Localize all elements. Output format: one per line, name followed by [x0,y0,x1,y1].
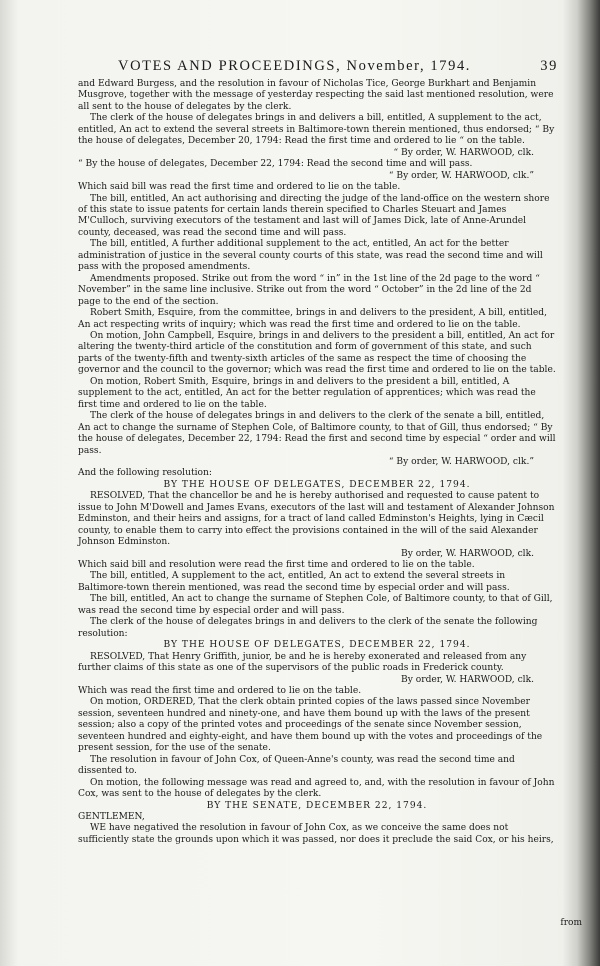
paragraph: “ By the house of delegates, December 22, 1794: Read the second time and will pass. [78,159,473,170]
paragraph: And the following resolution: [78,468,212,479]
page-number: 39 [540,58,558,74]
section-heading: BY THE SENATE, DECEMBER 22, 1794. [206,800,428,811]
paragraph: The bill, entitled, A further additional supplement to the act, entitled, An act for the better administration of justice in the several county courts of this state, was read the second time and will pass with the proposed amendments. [78,239,543,273]
paragraph: and Edward Burgess, and the resolution in favour of Nicholas Tice, George Burkhart and Benjamin Musgrove, together with the message of yesterday respecting the said last mentioned resolution, were all sent to the house of delegates by the clerk. [78,79,554,112]
section-heading: BY THE HOUSE OF DELEGATES, DECEMBER 22, 1794. [163,479,471,490]
signature-line: “ By order, W. HARWOOD, clk.” [388,456,534,467]
paragraph: RESOLVED, That the chancellor be and he is hereby authorised and requested to cause patent to issue to John M'Dowell and James Evans, executors of the last will and testament of Alexander Johnson Edminston, and their heirs and assigns, for a tract of land called Edminston's Heights, lying in Cæcil county, to enable them to carry into effect the provisions contained in the will of the said Alexander Johnson Edminston. [78,491,555,548]
paragraph: On motion, Robert Smith, Esquire, brings in and delivers to the president a bill, entitled, A supplement to the act, entitled, An act for the better regulation of apprentices; which was read the first time and ordered to lie on the table. [78,376,536,410]
paragraph: The clerk of the house of delegates brings in and delivers a bill, entitled, A supplement to the act, entitled, An act to extend the several streets in Baltimore-town therein mentioned, thus endorsed; “ By the house of delegates, December 20, 1794: Read the first time and ordered to lie “ on the table. [78,113,555,147]
paragraph: GENTLEMEN, [78,812,145,822]
paragraph: WE have negatived the resolution in favour of John Cox, as we conceive the same does not sufficiently state the grounds upon which it was passed, nor does it preclude the said Cox, or his heirs, [78,823,554,845]
paragraph: The bill, entitled, An act to change the surname of Stephen Cole, of Baltimore county, to that of Gill, was read the second time by especial order and will pass. [78,594,553,616]
paragraph: Which said bill and resolution were read the first time and ordered to lie on the table. [78,560,475,571]
paragraph: The clerk of the house of delegates brings in and delivers to the clerk of the senate the following resolution: [78,617,538,639]
paragraph: The bill, entitled, An act authorising and directing the judge of the land-office on the western shore of this state to issue patents for certain lands therein specified to Charles Steuart and James M'Culloch, surviving executors of the testament and last will of James Dick, late of Anne-Arundel county, deceased, was read the second time and will pass. [78,193,550,238]
signature-line: “ By order, W. HARWOOD, clk.” [388,170,534,181]
signature-line: “ By order, W. HARWOOD, clk. [393,147,534,158]
signature-line: By order, W. HARWOOD, clk. [401,674,534,685]
paragraph: RESOLVED, That Henry Griffith, junior, be and he is hereby exonerated and released from any further claims of this state as one of the supervisors of the public roads in Frederick county. [78,651,527,674]
section-heading: BY THE HOUSE OF DELEGATES, DECEMBER 22, 1794. [163,640,471,651]
paragraph: Which was read the first time and ordered to lie on the table. [78,686,362,697]
paragraph: Amendments proposed. Strike out from the word “ in” in the 1st line of the 2d page to the word “ November” in the same line inclusive. Strike out from the word “ October” in the 2d line of the 2d page to the end of the section. [78,273,540,307]
catchword: from [560,918,582,928]
book-spine-shadow [562,0,600,966]
paragraph: The clerk of the house of delegates brings in and delivers to the clerk of the senate a bill, entitled, An act to change the surname of Stephen Cole, of Baltimore county, to that of Gill, thus endorsed; “ By the house of delegates, December 22, 1794: Read the first and second time by especial “ order and will pass. [78,411,556,456]
paragraph: The resolution in favour of John Cox, of Queen-Anne's county, was read the second time and dissented to. [78,754,515,777]
document-body [78,79,556,846]
paragraph: The bill, entitled, A supplement to the act, entitled, An act to extend the several streets in Baltimore-town therein mentioned, was read the second time by especial order and will pass. [78,571,510,593]
header-title: VOTES AND PROCEEDINGS, November, 1794. [118,58,472,74]
paragraph: Robert Smith, Esquire, from the committee, brings in and delivers to the president, A bill, entitled, An act respecting writs of inquiry; which was read the first time and ordered to lie on the table. [78,308,548,330]
paragraph: On motion, ORDERED, That the clerk obtain printed copies of the laws passed since November session, seventeen hundred and ninety-one, and have them bound up with the laws of the present session; also a copy of the printed votes and proceedings of the senate since November session, seventeen hundred and eighty-eight, and have them bound up with the votes and proceedings of the present session, for the use of the senate. [78,697,543,754]
signature-line: By order, W. HARWOOD, clk. [401,548,534,559]
paragraph: On motion, the following message was read and agreed to, and, with the resolution in favour of John Cox, was sent to the house of delegates by the clerk. [78,777,555,800]
paragraph: On motion, John Campbell, Esquire, brings in and delivers to the president a bill, entitled, An act for altering the twenty-third article of the constitution and form of government of this state, and such parts of the twenty-fifth and twenty-sixth articles of the same as respect the time of choosing the governor and the council to the governor; which was read the first time and ordered to lie on the table. [78,330,556,376]
paragraph: Which said bill was read the first time and ordered to lie on the table. [78,182,401,193]
running-header [118,58,558,75]
